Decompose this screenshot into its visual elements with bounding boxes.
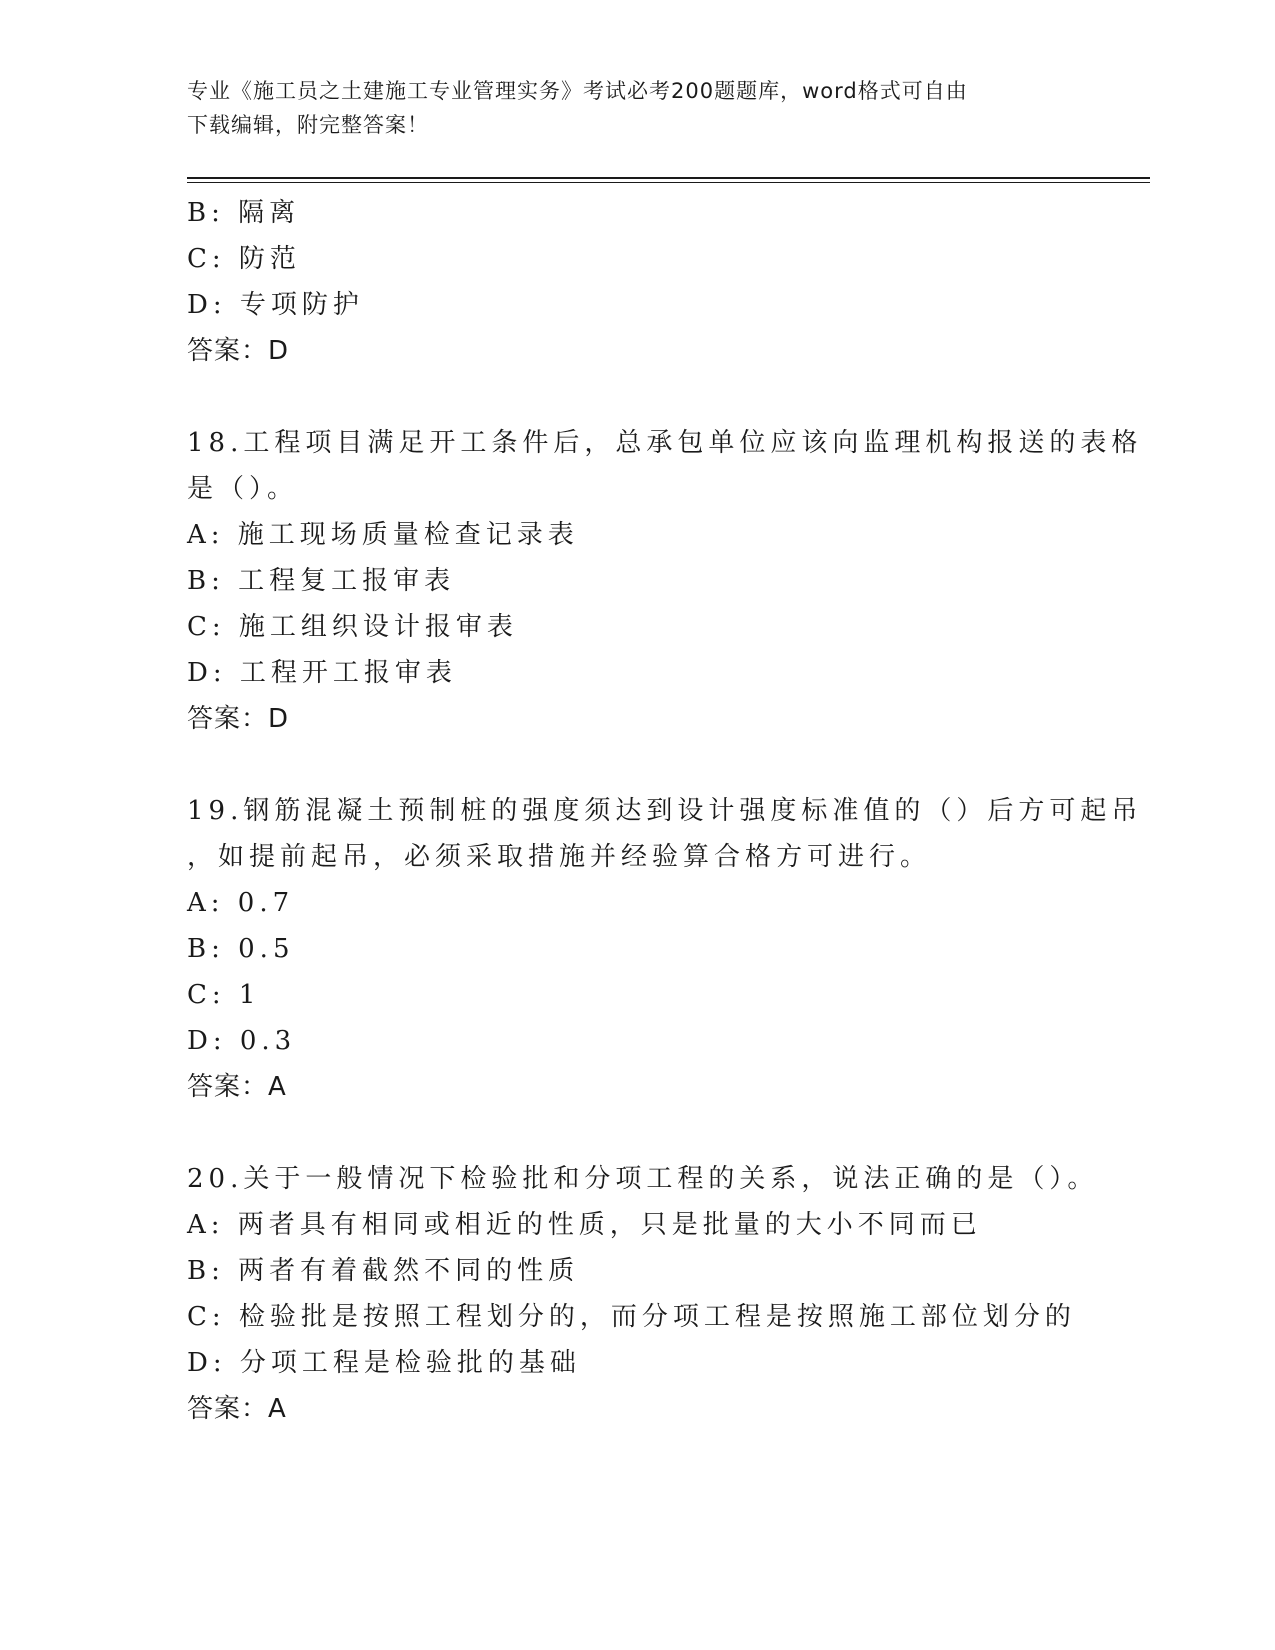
option-b: B: 0.5 [187,934,295,964]
option-c: C: 施工组织设计报审表 [187,612,518,642]
document-header [187,74,1067,142]
answer-line: 答案：D [187,336,290,366]
document-body [187,190,1143,1432]
option-b: B: 隔离 [187,198,301,228]
question-20 [187,1156,1099,1432]
question-title-line-1: 19.钢筋混凝土预制桩的强度须达到设计强度标准值的（）后方可起吊 [187,796,1143,826]
question-title-line-1: 18.工程项目满足开工条件后，总承包单位应该向监理机构报送的表格 [187,428,1143,458]
question-title-line-1: 20.关于一般情况下检验批和分项工程的关系，说法正确的是（）。 [187,1164,1099,1194]
answer-line: 答案：A [187,1394,287,1424]
option-d: D: 专项防护 [187,290,364,320]
option-d: D: 工程开工报审表 [187,658,457,688]
question-17-tail [187,190,1087,374]
option-b: B: 工程复工报审表 [187,566,456,596]
option-c: C: 检验批是按照工程划分的，而分项工程是按照施工部位划分的 [187,1302,1076,1332]
question-19 [187,788,1143,1110]
header-divider-thin [187,182,1150,183]
question-title-line-2: ，如提前起吊，必须采取措施并经验算合格方可进行。 [187,842,932,872]
option-a: A: 0.7 [187,888,295,918]
question-title-line-2: 是（）。 [187,474,299,504]
answer-line: 答案：A [187,1072,287,1102]
spacer [187,1110,1087,1156]
header-line-2: 下载编辑，附完整答案！ [187,113,429,137]
option-c: C: 1 [187,980,261,1010]
option-d: D: 分项工程是检验批的基础 [187,1348,581,1378]
option-d: D: 0.3 [187,1026,297,1056]
option-a: A: 两者具有相同或相近的性质，只是批量的大小不同而已 [187,1210,982,1240]
option-c: C: 防范 [187,244,301,274]
header-line-1: 专业《施工员之土建施工专业管理实务》考试必考200题题库，word格式可自由 [187,79,968,103]
spacer [187,374,1087,420]
header-divider-thick [187,177,1150,179]
option-b: B: 两者有着截然不同的性质 [187,1256,580,1286]
spacer [187,742,1087,788]
answer-line: 答案：D [187,704,290,734]
option-a: A: 施工现场质量检查记录表 [187,520,579,550]
question-18 [187,420,1143,742]
